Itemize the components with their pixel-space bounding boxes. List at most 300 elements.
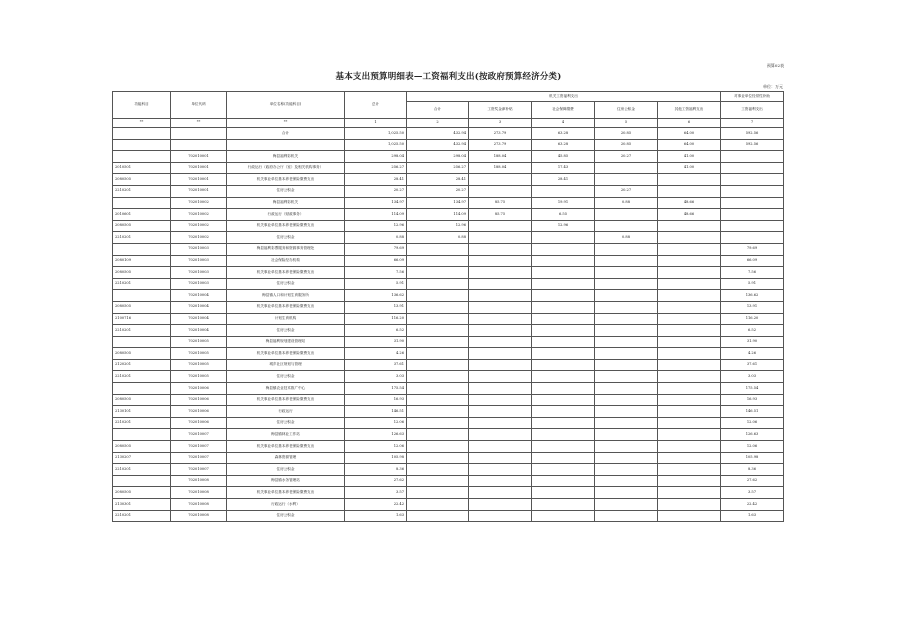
subtotal-cell <box>407 336 469 348</box>
public-wage-cell: 175.54 <box>721 383 784 395</box>
table-number-label: 预算02表 <box>766 63 784 68</box>
func-code-cell <box>113 429 171 441</box>
housing-cell <box>595 371 658 383</box>
housing-cell <box>595 499 658 511</box>
unit-code-cell <box>171 128 227 140</box>
wage-cell <box>469 278 532 290</box>
header-unit-code: 单位代码 <box>171 92 227 119</box>
total-cell: 1,025.50 <box>345 128 407 140</box>
func-code-cell: 2010501 <box>113 162 171 174</box>
unit-code-cell: 702010008 <box>171 510 227 522</box>
unit-code-cell: 702010002 <box>171 197 227 209</box>
unit-code-cell: 702010001 <box>171 185 227 197</box>
housing-cell: 0.88 <box>595 197 658 209</box>
social-cell: 19.91 <box>532 197 595 209</box>
other-cell <box>658 313 721 325</box>
subtotal-cell <box>407 394 469 406</box>
social-cell <box>532 487 595 499</box>
other-cell <box>658 243 721 255</box>
table-row <box>113 290 784 302</box>
social-cell <box>532 510 595 522</box>
housing-cell: 20.85 <box>595 139 658 151</box>
func-code-cell: 2080505 <box>113 301 171 313</box>
header-wage: 工资奖金津补贴 <box>469 102 532 119</box>
housing-cell <box>595 429 658 441</box>
unit-name-cell: 住房公积金 <box>227 464 345 476</box>
unit-name-cell: 森林资源管理 <box>227 452 345 464</box>
table-row <box>113 139 784 151</box>
unit-name-cell: 城乡社区规划与管理 <box>227 359 345 371</box>
unit-name-cell: 机关事业单位基本养老保险缴费支出 <box>227 301 345 313</box>
social-cell <box>532 359 595 371</box>
wage-cell <box>469 394 532 406</box>
unit-name-cell: 行政运行（水利） <box>227 499 345 511</box>
subtotal-cell <box>407 499 469 511</box>
unit-name-cell: 行政运行（财政事务） <box>227 209 345 221</box>
social-cell <box>532 336 595 348</box>
table-row <box>113 499 784 511</box>
index-cell: 7 <box>721 119 784 128</box>
wage-cell: 188.04 <box>469 151 532 163</box>
public-wage-cell <box>721 174 784 186</box>
index-cell: ** <box>171 119 227 128</box>
public-wage-cell <box>721 151 784 163</box>
social-cell <box>532 371 595 383</box>
unit-code-cell: 702010007 <box>171 441 227 453</box>
social-cell: 28.41 <box>532 174 595 186</box>
social-cell: 63.28 <box>532 139 595 151</box>
func-code-cell: 2080505 <box>113 394 171 406</box>
unit-code-cell: 702010007 <box>171 429 227 441</box>
social-cell <box>532 290 595 302</box>
other-cell <box>658 290 721 302</box>
total-cell: 31.90 <box>345 336 407 348</box>
unit-code-cell: 702010007 <box>171 464 227 476</box>
wage-cell <box>469 232 532 244</box>
subtotal-cell <box>407 475 469 487</box>
unit-name-cell: 合计 <box>227 128 345 140</box>
social-cell <box>532 313 595 325</box>
func-code-cell: 2080505 <box>113 487 171 499</box>
subtotal-cell <box>407 383 469 395</box>
header-unit-name: 单位名称(功能科目) <box>227 92 345 119</box>
total-cell: 134.97 <box>345 197 407 209</box>
func-code-cell: 2080505 <box>113 267 171 279</box>
unit-code-cell: 702010002 <box>171 232 227 244</box>
public-wage-cell: 136.62 <box>721 290 784 302</box>
unit-name-cell: 机关事业单位基本养老保险缴费支出 <box>227 220 345 232</box>
table-row <box>113 464 784 476</box>
public-wage-cell: 12.06 <box>721 441 784 453</box>
wage-cell <box>469 499 532 511</box>
unit-code-cell: 702010007 <box>171 452 227 464</box>
housing-cell <box>595 464 658 476</box>
func-code-cell: 2210201 <box>113 185 171 197</box>
unit-code-cell: 702010001 <box>171 162 227 174</box>
unit-name-cell <box>227 139 345 151</box>
unit-code-cell: 702010004 <box>171 313 227 325</box>
public-wage-cell <box>721 185 784 197</box>
housing-cell <box>595 359 658 371</box>
func-code-cell <box>113 336 171 348</box>
total-cell: 6.52 <box>345 325 407 337</box>
subtotal-cell <box>407 348 469 360</box>
index-cell: ** <box>113 119 171 128</box>
unit-code-cell: 702010003 <box>171 255 227 267</box>
unit-name-cell: 行政运行 <box>227 406 345 418</box>
budget-table <box>112 91 784 522</box>
social-cell: 45.85 <box>532 151 595 163</box>
housing-cell <box>595 325 658 337</box>
unit-name-cell: 住房公积金 <box>227 510 345 522</box>
subtotal-cell: 20.27 <box>407 185 469 197</box>
total-cell: 136.62 <box>345 290 407 302</box>
other-cell <box>658 301 721 313</box>
other-cell <box>658 232 721 244</box>
housing-cell <box>595 243 658 255</box>
table-row <box>113 174 784 186</box>
subtotal-cell: 256.27 <box>407 162 469 174</box>
housing-cell <box>595 452 658 464</box>
total-cell: 298.04 <box>345 151 407 163</box>
table-row <box>113 371 784 383</box>
social-cell <box>532 429 595 441</box>
unit-name-cell: 梅县镇农业技术推广中心 <box>227 383 345 395</box>
housing-cell <box>595 336 658 348</box>
other-cell: 48.66 <box>658 197 721 209</box>
total-cell: 12.06 <box>345 441 407 453</box>
public-wage-cell: 8.36 <box>721 464 784 476</box>
other-cell <box>658 406 721 418</box>
other-cell <box>658 267 721 279</box>
public-wage-cell: 16.93 <box>721 394 784 406</box>
table-row <box>113 487 784 499</box>
table-row <box>113 394 784 406</box>
table-row <box>113 232 784 244</box>
func-code-cell <box>113 475 171 487</box>
unit-code-cell: 702010002 <box>171 220 227 232</box>
social-cell <box>532 348 595 360</box>
housing-cell <box>595 417 658 429</box>
table-row <box>113 255 784 267</box>
other-cell <box>658 185 721 197</box>
wage-cell <box>469 348 532 360</box>
unit-code-cell: 702010008 <box>171 475 227 487</box>
total-cell: 12.96 <box>345 220 407 232</box>
unit-code-cell: 702010004 <box>171 301 227 313</box>
total-cell: 114.09 <box>345 209 407 221</box>
unit-name-cell: 社会保险经办机构 <box>227 255 345 267</box>
other-cell: 41.00 <box>658 162 721 174</box>
public-wage-cell: 3.03 <box>721 371 784 383</box>
total-cell: 16.93 <box>345 394 407 406</box>
social-cell <box>532 243 595 255</box>
other-cell <box>658 278 721 290</box>
wage-cell <box>469 487 532 499</box>
table-row <box>113 383 784 395</box>
social-cell <box>532 278 595 290</box>
subtotal-cell <box>407 441 469 453</box>
subtotal-cell: 432.94 <box>407 128 469 140</box>
unit-name-cell: 机关事业单位基本养老保险缴费支出 <box>227 441 345 453</box>
total-cell: 8.36 <box>345 464 407 476</box>
social-cell: 17.43 <box>532 162 595 174</box>
table-row <box>113 452 784 464</box>
unit-name-cell: 梅县福利彩机关 <box>227 197 345 209</box>
table-row <box>113 128 784 140</box>
unit-code-cell: 702010004 <box>171 325 227 337</box>
social-cell <box>532 185 595 197</box>
social-cell <box>532 499 595 511</box>
func-code-cell: 2210201 <box>113 417 171 429</box>
func-code-cell: 2080505 <box>113 441 171 453</box>
wage-cell <box>469 417 532 429</box>
subtotal-cell <box>407 278 469 290</box>
wage-cell <box>469 371 532 383</box>
other-cell <box>658 174 721 186</box>
unit-code-cell: 702010003 <box>171 267 227 279</box>
housing-cell: 20.85 <box>595 128 658 140</box>
housing-cell <box>595 406 658 418</box>
func-code-cell: 2080109 <box>113 255 171 267</box>
other-cell <box>658 394 721 406</box>
total-cell: 13.91 <box>345 301 407 313</box>
social-cell <box>532 406 595 418</box>
wage-cell <box>469 325 532 337</box>
total-cell: 0.88 <box>345 232 407 244</box>
unit-code-cell <box>171 139 227 151</box>
func-code-cell: 2080505 <box>113 174 171 186</box>
unit-name-cell: 计划生育机构 <box>227 313 345 325</box>
table-row <box>113 185 784 197</box>
other-cell <box>658 429 721 441</box>
social-cell <box>532 441 595 453</box>
public-wage-cell: 116.20 <box>721 313 784 325</box>
social-cell: 6.55 <box>532 209 595 221</box>
index-cell: 3 <box>469 119 532 128</box>
public-wage-cell: 592.56 <box>721 139 784 151</box>
total-cell: 3.57 <box>345 487 407 499</box>
subtotal-cell <box>407 510 469 522</box>
table-row <box>113 267 784 279</box>
func-code-cell: 2210201 <box>113 371 171 383</box>
housing-cell <box>595 487 658 499</box>
public-wage-cell: 22.42 <box>721 499 784 511</box>
total-cell: 1.63 <box>345 510 407 522</box>
header-group-agency: 机关工资福利支出 <box>407 92 721 102</box>
social-cell <box>532 232 595 244</box>
housing-cell: 20.27 <box>595 151 658 163</box>
public-wage-cell: 79.69 <box>721 243 784 255</box>
other-cell <box>658 336 721 348</box>
subtotal-cell <box>407 371 469 383</box>
public-wage-cell <box>721 209 784 221</box>
table-row <box>113 475 784 487</box>
wage-cell: 188.04 <box>469 162 532 174</box>
other-cell: 64.00 <box>658 128 721 140</box>
wage-cell <box>469 359 532 371</box>
unit-name-cell: 机关事业单位基本养老保险缴费支出 <box>227 487 345 499</box>
header-group-public: 对事业单位经常性补助 <box>721 92 784 102</box>
housing-cell <box>595 174 658 186</box>
total-cell: 28.41 <box>345 174 407 186</box>
wage-cell <box>469 243 532 255</box>
unit-name-cell: 机关事业单位基本养老保险缴费支出 <box>227 394 345 406</box>
func-code-cell: 2130207 <box>113 452 171 464</box>
social-cell <box>532 394 595 406</box>
subtotal-cell: 28.41 <box>407 174 469 186</box>
table-row <box>113 510 784 522</box>
func-code-cell: 2130301 <box>113 499 171 511</box>
wage-cell <box>469 441 532 453</box>
other-cell <box>658 464 721 476</box>
unit-name-cell: 梅县镇林业工作站 <box>227 429 345 441</box>
public-wage-cell: 6.52 <box>721 325 784 337</box>
wage-cell <box>469 464 532 476</box>
wage-cell <box>469 185 532 197</box>
social-cell <box>532 267 595 279</box>
public-wage-cell <box>721 220 784 232</box>
total-cell: 105.98 <box>345 452 407 464</box>
total-cell: 3.03 <box>345 371 407 383</box>
social-cell <box>532 255 595 267</box>
table-row <box>113 278 784 290</box>
other-cell: 48.66 <box>658 209 721 221</box>
header-total: 总计 <box>345 92 407 119</box>
unit-code-cell: 702010004 <box>171 290 227 302</box>
unit-name-cell: 梅县镇水务管理站 <box>227 475 345 487</box>
subtotal-cell <box>407 325 469 337</box>
other-cell <box>658 510 721 522</box>
func-code-cell: 2210201 <box>113 464 171 476</box>
total-cell: 79.69 <box>345 243 407 255</box>
header-subtotal: 合计 <box>407 102 469 119</box>
page-title: 基本支出预算明细表—工资福利支出(按政府预算经济分类) <box>335 72 562 82</box>
header-other: 其他工资福利支出 <box>658 102 721 119</box>
func-code-cell <box>113 243 171 255</box>
subtotal-cell <box>407 243 469 255</box>
func-code-cell: 2100716 <box>113 313 171 325</box>
func-code-cell: 2130101 <box>113 406 171 418</box>
public-wage-cell: 5.91 <box>721 278 784 290</box>
total-cell: 66.09 <box>345 255 407 267</box>
table-row <box>113 162 784 174</box>
func-code-cell: 2210201 <box>113 325 171 337</box>
unit-name-cell: 住房公积金 <box>227 371 345 383</box>
total-cell: 12.06 <box>345 417 407 429</box>
unit-name-cell: 住房公积金 <box>227 232 345 244</box>
unit-name-cell: 机关事业单位基本养老保险缴费支出 <box>227 267 345 279</box>
subtotal-cell <box>407 452 469 464</box>
other-cell: 64.00 <box>658 139 721 151</box>
wage-cell <box>469 267 532 279</box>
wage-cell <box>469 406 532 418</box>
social-cell <box>532 301 595 313</box>
housing-cell <box>595 441 658 453</box>
public-wage-cell <box>721 162 784 174</box>
unit-code-cell: 702010008 <box>171 499 227 511</box>
subtotal-cell <box>407 359 469 371</box>
unit-name-cell: 梅县镇人口和计划生育服务所 <box>227 290 345 302</box>
total-cell: 22.42 <box>345 499 407 511</box>
wage-cell: 273.79 <box>469 128 532 140</box>
other-cell: 41.00 <box>658 151 721 163</box>
subtotal-cell <box>407 464 469 476</box>
func-code-cell: 2210201 <box>113 232 171 244</box>
total-cell: 7.56 <box>345 267 407 279</box>
subtotal-cell <box>407 313 469 325</box>
func-code-cell: 2010601 <box>113 209 171 221</box>
housing-cell <box>595 475 658 487</box>
unit-code-cell: 702010005 <box>171 336 227 348</box>
housing-cell <box>595 220 658 232</box>
total-cell: 27.62 <box>345 475 407 487</box>
unit-name-cell: 机关事业单位基本养老保险缴费支出 <box>227 348 345 360</box>
other-cell <box>658 417 721 429</box>
social-cell: 12.96 <box>532 220 595 232</box>
total-cell: 126.63 <box>345 429 407 441</box>
public-wage-cell: 12.06 <box>721 417 784 429</box>
subtotal-cell: 134.97 <box>407 197 469 209</box>
social-cell <box>532 475 595 487</box>
table-row <box>113 336 784 348</box>
table-row <box>113 301 784 313</box>
public-wage-cell: 27.62 <box>721 475 784 487</box>
unit-code-cell: 702010008 <box>171 487 227 499</box>
func-code-cell <box>113 128 171 140</box>
index-row <box>113 119 784 128</box>
housing-cell <box>595 209 658 221</box>
unit-name-cell: 住房公积金 <box>227 278 345 290</box>
housing-cell <box>595 383 658 395</box>
unit-code-cell: 702010003 <box>171 243 227 255</box>
unit-name-cell: 住房公积金 <box>227 325 345 337</box>
public-wage-cell: 7.56 <box>721 267 784 279</box>
header-social: 社会保障缴费 <box>532 102 595 119</box>
table-row <box>113 429 784 441</box>
subtotal-cell <box>407 255 469 267</box>
unit-code-cell: 702010001 <box>171 151 227 163</box>
housing-cell <box>595 278 658 290</box>
total-cell: 20.27 <box>345 185 407 197</box>
header-public-wage: 工资福利支出 <box>721 102 784 119</box>
unit-code-cell: 702010006 <box>171 383 227 395</box>
unit-name-cell: 梅县福利彩票服务和资源事务管理处 <box>227 243 345 255</box>
subtotal-cell <box>407 301 469 313</box>
unit-code-cell: 702010003 <box>171 278 227 290</box>
total-cell: 256.27 <box>345 162 407 174</box>
unit-name-cell: 住房公积金 <box>227 417 345 429</box>
unit-code-cell: 702010006 <box>171 394 227 406</box>
table-row <box>113 348 784 360</box>
total-cell: 116.20 <box>345 313 407 325</box>
social-cell <box>532 417 595 429</box>
index-cell: 1 <box>345 119 407 128</box>
wage-cell <box>469 383 532 395</box>
public-wage-cell <box>721 197 784 209</box>
total-cell: 146.51 <box>345 406 407 418</box>
index-cell: 5 <box>595 119 658 128</box>
table-row <box>113 243 784 255</box>
public-wage-cell: 13.91 <box>721 301 784 313</box>
wage-cell <box>469 255 532 267</box>
other-cell <box>658 255 721 267</box>
other-cell <box>658 359 721 371</box>
other-cell <box>658 441 721 453</box>
housing-cell <box>595 255 658 267</box>
housing-cell <box>595 267 658 279</box>
table-row <box>113 209 784 221</box>
